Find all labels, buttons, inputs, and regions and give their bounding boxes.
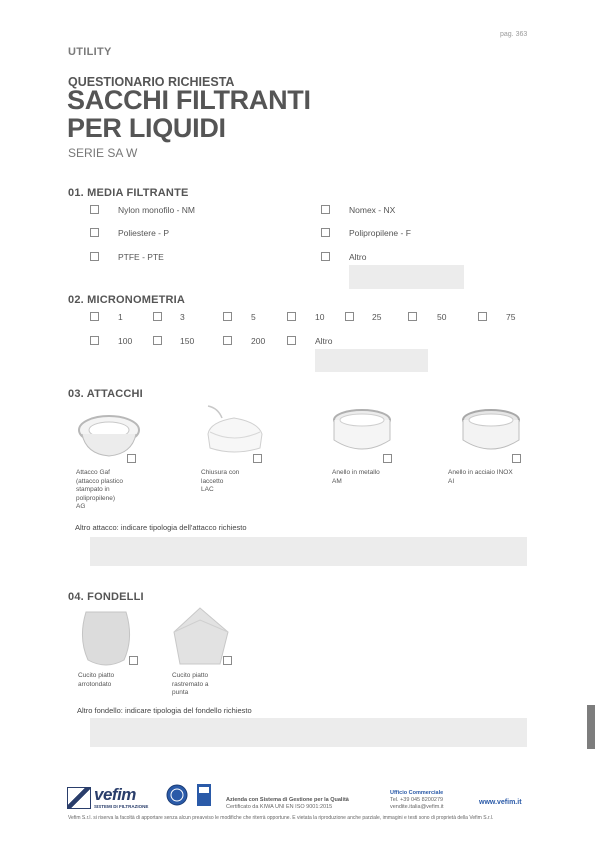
- option-label: Altro: [315, 336, 333, 346]
- altro-fondello-field[interactable]: [90, 718, 527, 747]
- checkbox-micron-1[interactable]: [90, 312, 99, 321]
- category-label: UTILITY: [68, 46, 112, 58]
- office-tel: Tel. +39 045 8200279: [390, 797, 444, 803]
- cert-line-2: Certificato da KIWA UNI EN ISO 9001:2015: [226, 804, 333, 810]
- altro-media-field[interactable]: [349, 265, 464, 289]
- brand-subtitle: SISTEMI DI FILTRAZIONE: [94, 804, 149, 809]
- vefim-logo-mark: [67, 787, 91, 809]
- option-label: 75: [506, 312, 516, 322]
- section-fondelli-title: 04. FONDELLI: [68, 591, 144, 603]
- caption-attacco-ai: Anello in acciaio INOX AI: [448, 469, 513, 485]
- checkbox-nylon[interactable]: [90, 205, 99, 214]
- page-side-tab: [587, 705, 595, 749]
- checkbox-micron-altro[interactable]: [287, 336, 296, 345]
- attacco-gaf-image: [76, 410, 142, 460]
- checkbox-micron-75[interactable]: [478, 312, 487, 321]
- checkbox-micron-3[interactable]: [153, 312, 162, 321]
- checkbox-fondello-rastremato[interactable]: [223, 656, 232, 665]
- section-micron-title: 02. MICRONOMETRIA: [68, 294, 186, 306]
- brand-logo: vefim: [94, 785, 136, 804]
- checkbox-altro-media[interactable]: [321, 252, 330, 261]
- fondello-arrotondato-image: [78, 608, 134, 668]
- altro-attacco-note: Altro attacco: indicare tipologia dell'attacco richiesto: [75, 523, 247, 532]
- iso-badge-icon: [196, 783, 212, 807]
- page-number: pag. 363: [500, 31, 528, 38]
- checkbox-attacco-ag[interactable]: [127, 454, 136, 463]
- anello-metallo-image: [332, 406, 392, 460]
- checkbox-micron-5[interactable]: [223, 312, 232, 321]
- checkbox-ptfe[interactable]: [90, 252, 99, 261]
- option-label: 3: [180, 312, 185, 322]
- altro-attacco-field[interactable]: [90, 537, 527, 566]
- option-label: 150: [180, 336, 195, 346]
- option-label: 1: [118, 312, 123, 322]
- form-subtitle: QUESTIONARIO RICHIESTA: [68, 75, 235, 89]
- checkbox-micron-50[interactable]: [408, 312, 417, 321]
- checkbox-polipropilene[interactable]: [321, 228, 330, 237]
- option-label: Nomex - NX: [349, 205, 396, 215]
- option-label: PTFE - PTE: [118, 252, 164, 262]
- website-link[interactable]: www.vefim.it: [479, 799, 522, 806]
- caption-fondello-rastremato: Cucito piatto rastremato a punta: [172, 672, 209, 696]
- title-line-1: SACCHI FILTRANTI: [67, 85, 311, 115]
- section-media-title: 01. MEDIA FILTRANTE: [68, 187, 189, 199]
- caption-fondello-arrotondato: Cucito piatto arrotondato: [78, 672, 115, 688]
- option-label: 50: [437, 312, 447, 322]
- checkbox-micron-100[interactable]: [90, 336, 99, 345]
- caption-attacco-ag: Attacco Gaf (attacco plastico stampato in polipropilene) AG: [76, 469, 123, 510]
- option-label: 10: [315, 312, 325, 322]
- page-title: [67, 86, 311, 142]
- altro-fondello-note: Altro fondello: indicare tipologia del fondello richiesto: [77, 706, 252, 715]
- caption-attacco-lac: Chiusura con laccetto LAC: [201, 469, 240, 493]
- checkbox-micron-10[interactable]: [287, 312, 296, 321]
- office-email[interactable]: vendite.italia@vefim.it: [390, 804, 444, 810]
- disclaimer: Vefim S.r.l. si riserva la facoltà di apportare senza alcun preavviso le modifiche che riterrà opportune. È vietata la riproduzione anche parziale, immagini e testi sono di proprietà della Vefim S.r.l.: [68, 815, 494, 821]
- option-label: 100: [118, 336, 133, 346]
- caption-attacco-am: Anello in metallo AM: [332, 469, 380, 485]
- option-label: Poliestere - P: [118, 228, 170, 238]
- series-label: SERIE SA W: [68, 146, 138, 160]
- section-attacchi-title: 03. ATTACCHI: [68, 388, 143, 400]
- option-label: 25: [372, 312, 382, 322]
- checkbox-attacco-lac[interactable]: [253, 454, 262, 463]
- option-label: Polipropilene - F: [349, 228, 411, 238]
- checkbox-attacco-am[interactable]: [383, 454, 392, 463]
- checkbox-poliestere[interactable]: [90, 228, 99, 237]
- checkbox-attacco-ai[interactable]: [512, 454, 521, 463]
- checkbox-nomex[interactable]: [321, 205, 330, 214]
- office-title: Ufficio Commerciale: [390, 790, 444, 796]
- altro-micron-field[interactable]: [315, 349, 428, 372]
- title-line-2: PER LIQUIDI: [67, 113, 226, 143]
- certification-seal-icon: [166, 783, 188, 807]
- option-label: Nylon monofilo - NM: [118, 205, 195, 215]
- anello-inox-image: [461, 406, 521, 460]
- checkbox-micron-25[interactable]: [345, 312, 354, 321]
- cert-line-1: Azienda con Sistema di Gestione per la Qualità: [226, 797, 349, 803]
- option-label: 200: [251, 336, 266, 346]
- option-label: Altro: [349, 252, 367, 262]
- checkbox-micron-200[interactable]: [223, 336, 232, 345]
- option-label: 5: [251, 312, 256, 322]
- checkbox-fondello-arrotondato[interactable]: [129, 656, 138, 665]
- checkbox-micron-150[interactable]: [153, 336, 162, 345]
- chiusura-laccetto-image: [200, 404, 268, 460]
